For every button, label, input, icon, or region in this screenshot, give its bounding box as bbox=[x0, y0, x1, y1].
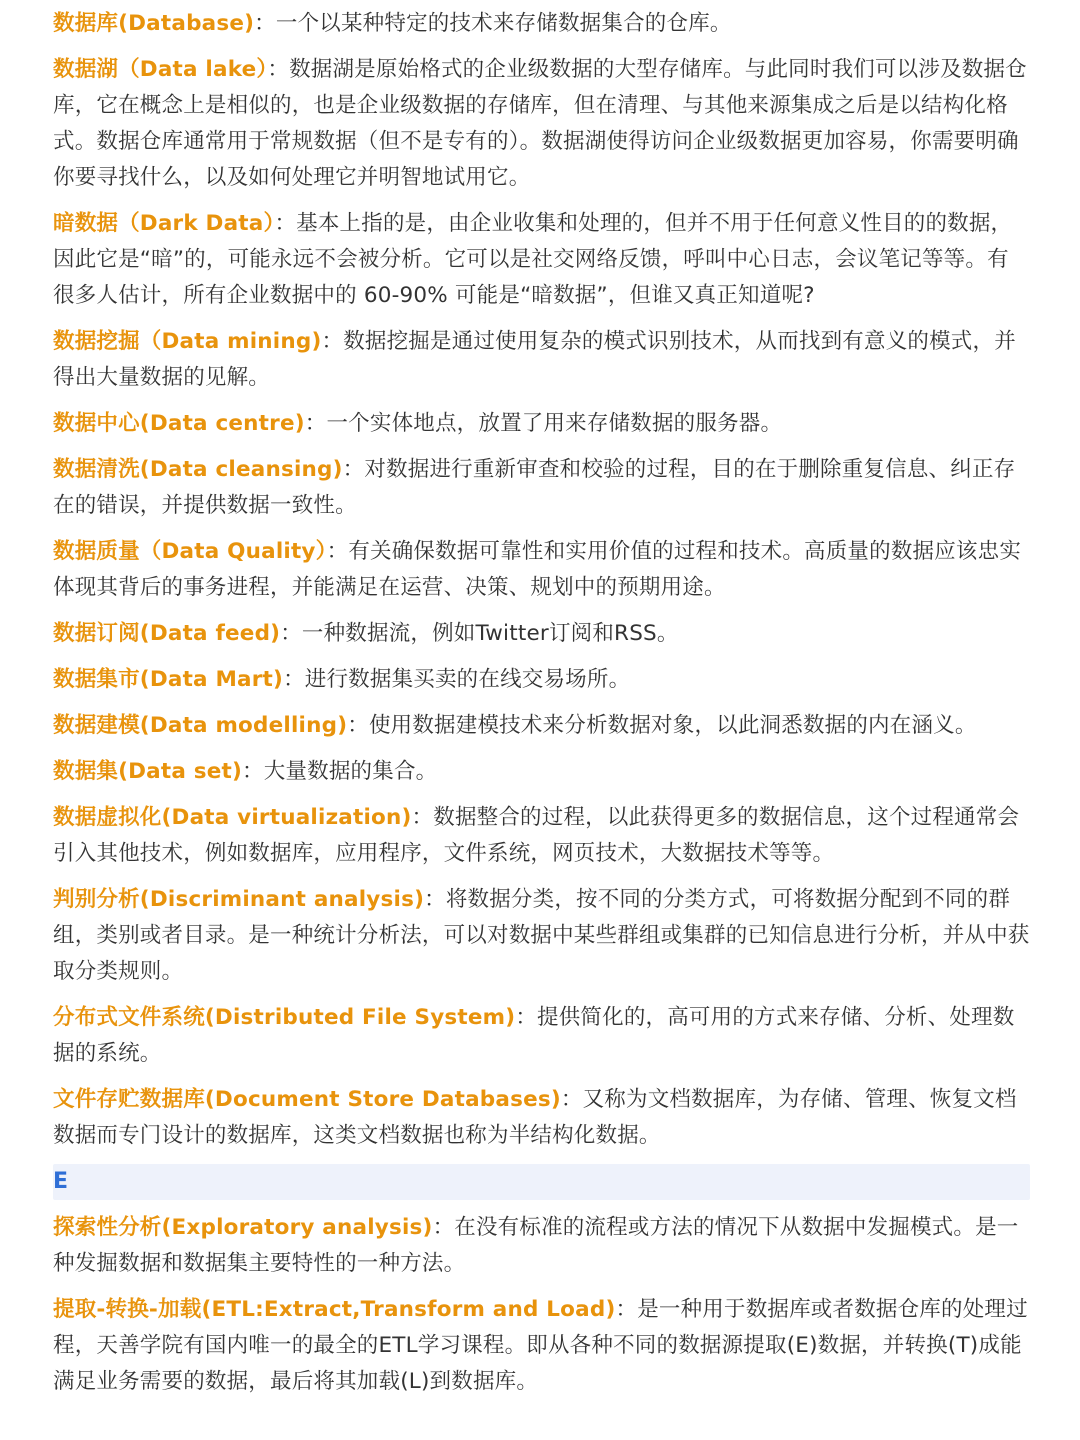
glossary-entry-database bbox=[53, 6, 1030, 42]
term-separator: ： bbox=[560, 1087, 583, 1112]
glossary-entry-data-quality bbox=[53, 534, 1030, 606]
term-separator: ： bbox=[424, 887, 446, 912]
term-separator: ： bbox=[326, 539, 349, 564]
definition-discriminant-analysis: 将数据分类，按不同的分类方式，可将数据分配到不同的群组，类别或者目录。是一种统计分析法，可以对数据中某些群组或集群的已知信息进行分析，并从中获取分类规则。 bbox=[53, 887, 1030, 984]
definition-data-feed: 一种数据流，例如Twitter订阅和RSS。 bbox=[301, 621, 679, 646]
term-separator: ： bbox=[432, 1215, 455, 1240]
glossary-entry-data-mining bbox=[53, 324, 1030, 396]
glossary-entry-exploratory-analysis bbox=[53, 1210, 1030, 1282]
term-separator: ： bbox=[267, 57, 290, 82]
term-data-quality: 数据质量（Data Quality） bbox=[53, 539, 327, 564]
term-data-cleansing: 数据清洗(Data cleansing) bbox=[53, 457, 343, 482]
term-data-mart: 数据集市(Data Mart) bbox=[53, 667, 284, 692]
glossary-entry-data-mart bbox=[53, 662, 1030, 698]
glossary-entry-data-feed bbox=[53, 616, 1030, 652]
definition-exploratory-analysis: 在没有标准的流程或方法的情况下从数据中发掘模式。是一种发掘数据和数据集主要特性的一种方法。 bbox=[53, 1215, 1019, 1276]
term-separator: ： bbox=[411, 805, 434, 830]
definition-database: 一个以某种特定的技术来存储数据集合的仓库。 bbox=[275, 11, 732, 36]
term-separator: ： bbox=[304, 411, 327, 436]
definition-data-centre: 一个实体地点，放置了用来存储数据的服务器。 bbox=[326, 411, 783, 436]
term-data-set: 数据集(Data set) bbox=[53, 759, 243, 784]
term-separator: ： bbox=[347, 713, 369, 738]
definition-data-mart: 进行数据集买卖的在线交易场所。 bbox=[304, 667, 631, 692]
definition-data-modelling: 使用数据建模技术来分析数据对象，以此洞悉数据的内在涵义。 bbox=[368, 713, 977, 738]
term-distributed-file-system: 分布式文件系统(Distributed File System) bbox=[53, 1005, 516, 1030]
term-data-modelling: 数据建模(Data modelling) bbox=[53, 713, 348, 738]
definition-data-virtualization: 数据整合的过程，以此获得更多的数据信息，这个过程通常会引入其他技术，例如数据库，应用程序，文件系统，网页技术，大数据技术等等。 bbox=[53, 805, 1020, 866]
term-database: 数据库(Database) bbox=[53, 11, 255, 36]
glossary-entry-data-centre bbox=[53, 406, 1030, 442]
definition-document-store-databases: 又称为文档数据库，为存储、管理、恢复文档数据而专门设计的数据库，这类文档数据也称为半结构化数据。 bbox=[53, 1087, 1017, 1148]
term-dark-data: 暗数据（Dark Data） bbox=[53, 211, 275, 236]
term-data-virtualization: 数据虚拟化(Data virtualization) bbox=[53, 805, 412, 830]
section-header-e: E bbox=[53, 1164, 1030, 1200]
definition-data-cleansing: 对数据进行重新审查和校验的过程，目的在于删除重复信息、纠正存在的错误，并提供数据一致性。 bbox=[53, 457, 1016, 518]
term-separator: ： bbox=[515, 1005, 538, 1030]
definition-data-set: 大量数据的集合。 bbox=[263, 759, 438, 784]
term-data-feed: 数据订阅(Data feed) bbox=[53, 621, 281, 646]
term-data-centre: 数据中心(Data centre) bbox=[53, 411, 305, 436]
term-data-lake: 数据湖（Data lake） bbox=[53, 57, 268, 82]
term-separator: ： bbox=[615, 1297, 638, 1322]
term-separator: ： bbox=[274, 211, 297, 236]
term-etl: 提取-转换-加载(ETL:Extract,Transform and Load) bbox=[53, 1297, 616, 1322]
glossary-entry-distributed-file-system bbox=[53, 1000, 1030, 1072]
term-separator: ： bbox=[283, 667, 305, 692]
definition-data-quality: 有关确保数据可靠性和实用价值的过程和技术。高质量的数据应该忠实体现其背后的事务进程，并能满足在运营、决策、规划中的预期用途。 bbox=[53, 539, 1022, 600]
term-separator: ： bbox=[254, 11, 276, 36]
glossary-entry-etl bbox=[53, 1292, 1030, 1400]
glossary-content bbox=[53, 6, 1030, 1410]
term-exploratory-analysis: 探索性分析(Exploratory analysis) bbox=[53, 1215, 433, 1240]
definition-data-mining: 数据挖掘是通过使用复杂的模式识别技术，从而找到有意义的模式，并得出大量数据的见解。 bbox=[53, 329, 1016, 390]
glossary-entry-data-lake bbox=[53, 52, 1030, 196]
glossary-entry-data-cleansing bbox=[53, 452, 1030, 524]
glossary-entry-data-modelling bbox=[53, 708, 1030, 744]
glossary-entry-document-store-databases bbox=[53, 1082, 1030, 1154]
definition-distributed-file-system: 提供简化的，高可用的方式来存储、分析、处理数据的系统。 bbox=[53, 1005, 1015, 1066]
term-separator: ： bbox=[242, 759, 264, 784]
term-document-store-databases: 文件存贮数据库(Document Store Databases) bbox=[53, 1087, 561, 1112]
glossary-entry-data-set bbox=[53, 754, 1030, 790]
definition-data-lake: 数据湖是原始格式的企业级数据的大型存储库。与此同时我们可以涉及数据仓库，它在概念上是相似的，也是企业级数据的存储库，但在清理、与其他来源集成之后是以结构化格式。数据仓库通常用于常规数据（但不是专有的）。数据湖使得访问企业级数据更加容易，你需要明确你要寻找什么，以及如何处理它并明智地试用它。 bbox=[53, 57, 1027, 190]
term-discriminant-analysis: 判别分析(Discriminant analysis) bbox=[53, 887, 425, 912]
term-separator: ： bbox=[342, 457, 365, 482]
definition-etl: 是一种用于数据库或者数据仓库的处理过程，天善学院有国内唯一的最全的ETL学习课程。即从各种不同的数据源提取(E)数据，并转换(T)成能满足业务需要的数据，最后将其加载(L)到数据库。 bbox=[53, 1297, 1028, 1394]
glossary-entry-dark-data bbox=[53, 206, 1030, 314]
glossary-entry-data-virtualization bbox=[53, 800, 1030, 872]
glossary-entry-discriminant-analysis bbox=[53, 882, 1030, 990]
term-separator: ： bbox=[280, 621, 302, 646]
definition-dark-data: 基本上指的是，由企业收集和处理的，但并不用于任何意义性目的的数据，因此它是“暗”的，可能永远不会被分析。它可以是社交网络反馈，呼叫中心日志，会议笔记等等。有很多人估计，所有企业数据中的 60-90% 可能是“暗数据”，但谁又真正知道呢? bbox=[53, 211, 1013, 308]
term-data-mining: 数据挖掘（Data mining) bbox=[53, 329, 322, 354]
term-separator: ： bbox=[321, 329, 344, 354]
